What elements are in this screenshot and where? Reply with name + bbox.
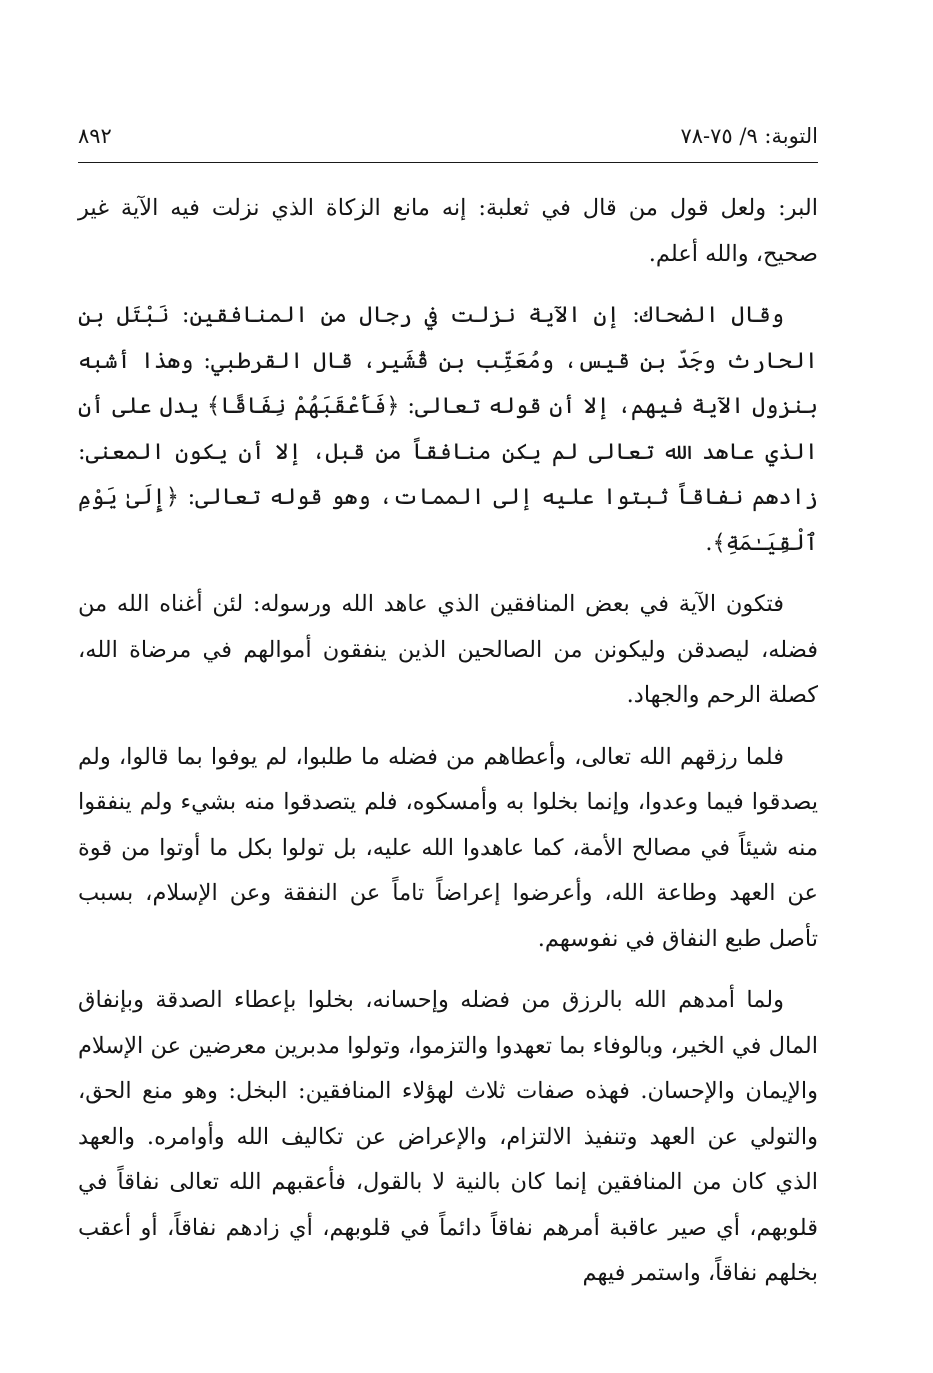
page-number: ٨٩٢: [78, 124, 112, 148]
paragraph-5: ولما أمدهم الله بالرزق من فضله وإحسانه، بخلوا بإعطاء الصدقة وبإنفاق المال في الخير، وبالوفاء بما تعهدوا والتزموا، وتولوا مدبرين معرضين عن الإسلام والإيمان والإحسان. فهذه صفات ثلاث لهؤلاء المنافقين: البخل: وهو منع الحق، والتولي عن العهد وتنفيذ الالتزام، والإعراض عن تكاليف الله وأوامره. والعهد الذي كان من المنافقين إنما كان بالنية لا بالقول، فأعقبهم الله تعالى نفاقاً في قلوبهم، أي صير عاقبة أمرهم نفاقاً دائماً في قلوبهم، أي زادهم نفاقاً، أو أعقب بخلهم نفاقاً، واستمر فيهم: [78, 987, 818, 1286]
paragraph-1: البر: ولعل قول من قال في ثعلبة: إنه مانع الزكاة الذي نزلت فيه الآية غير صحيح، والله أعلم.: [78, 195, 818, 267]
paragraph-3: فتكون الآية في بعض المنافقين الذي عاهد الله ورسوله: لئن أغناه الله من فضله، ليصدقن وليكونن من الصالحين الذين ينفقون أموالهم في مرضاة الله، كصلة الرحم والجهاد.: [78, 591, 818, 708]
paragraph-4: فلما رزقهم الله تعالى، وأعطاهم من فضله ما طلبوا، لم يوفوا بما قالوا، ولم يصدقوا فيما وعدوا، وإنما بخلوا به وأمسكوه، فلم يتصدقوا منه بشيء ولم ينفقوا منه شيئاً في مصالح الأمة، كما عاهدوا الله عليه، بل تولوا بكل ما أوتوا من قوة عن العهد وطاعة الله، وأعرضوا إعراضاً تاماً عن النفقة وعن الإسلام، بسبب تأصل طبع النفاق في نفوسهم.: [78, 743, 818, 952]
paragraph-2: وقال الضحاك: إن الآية نزلت في رجال من المنافقين: نَبْتَل بن الحارث وجَدّ بن قيس، ومُعَتِّب بن قُشَير، قال القرطبي: وهذا أشبه بنزول الآية فيهم، إلا أن قوله تعالى: ﴿فَأَعْقَبَهُمْ نِفَاقًا﴾ يدل على أن الذي عاهد الله تعالى لم يكن منافقاً من قبل، إلا أن يكون المعنى: زادهم نفاقاً ثبتوا عليه إلى الممات، وهو قوله تعالى: ﴿إِلَىٰ يَوْمِ ٱلْقِيَـٰمَةِ﴾.: [78, 302, 818, 556]
chapter-reference: التوبة: ٩/ ٧٥-٧٨: [680, 124, 818, 148]
header-divider: [78, 162, 818, 163]
running-header: [78, 119, 818, 153]
body-text: [78, 186, 818, 1313]
